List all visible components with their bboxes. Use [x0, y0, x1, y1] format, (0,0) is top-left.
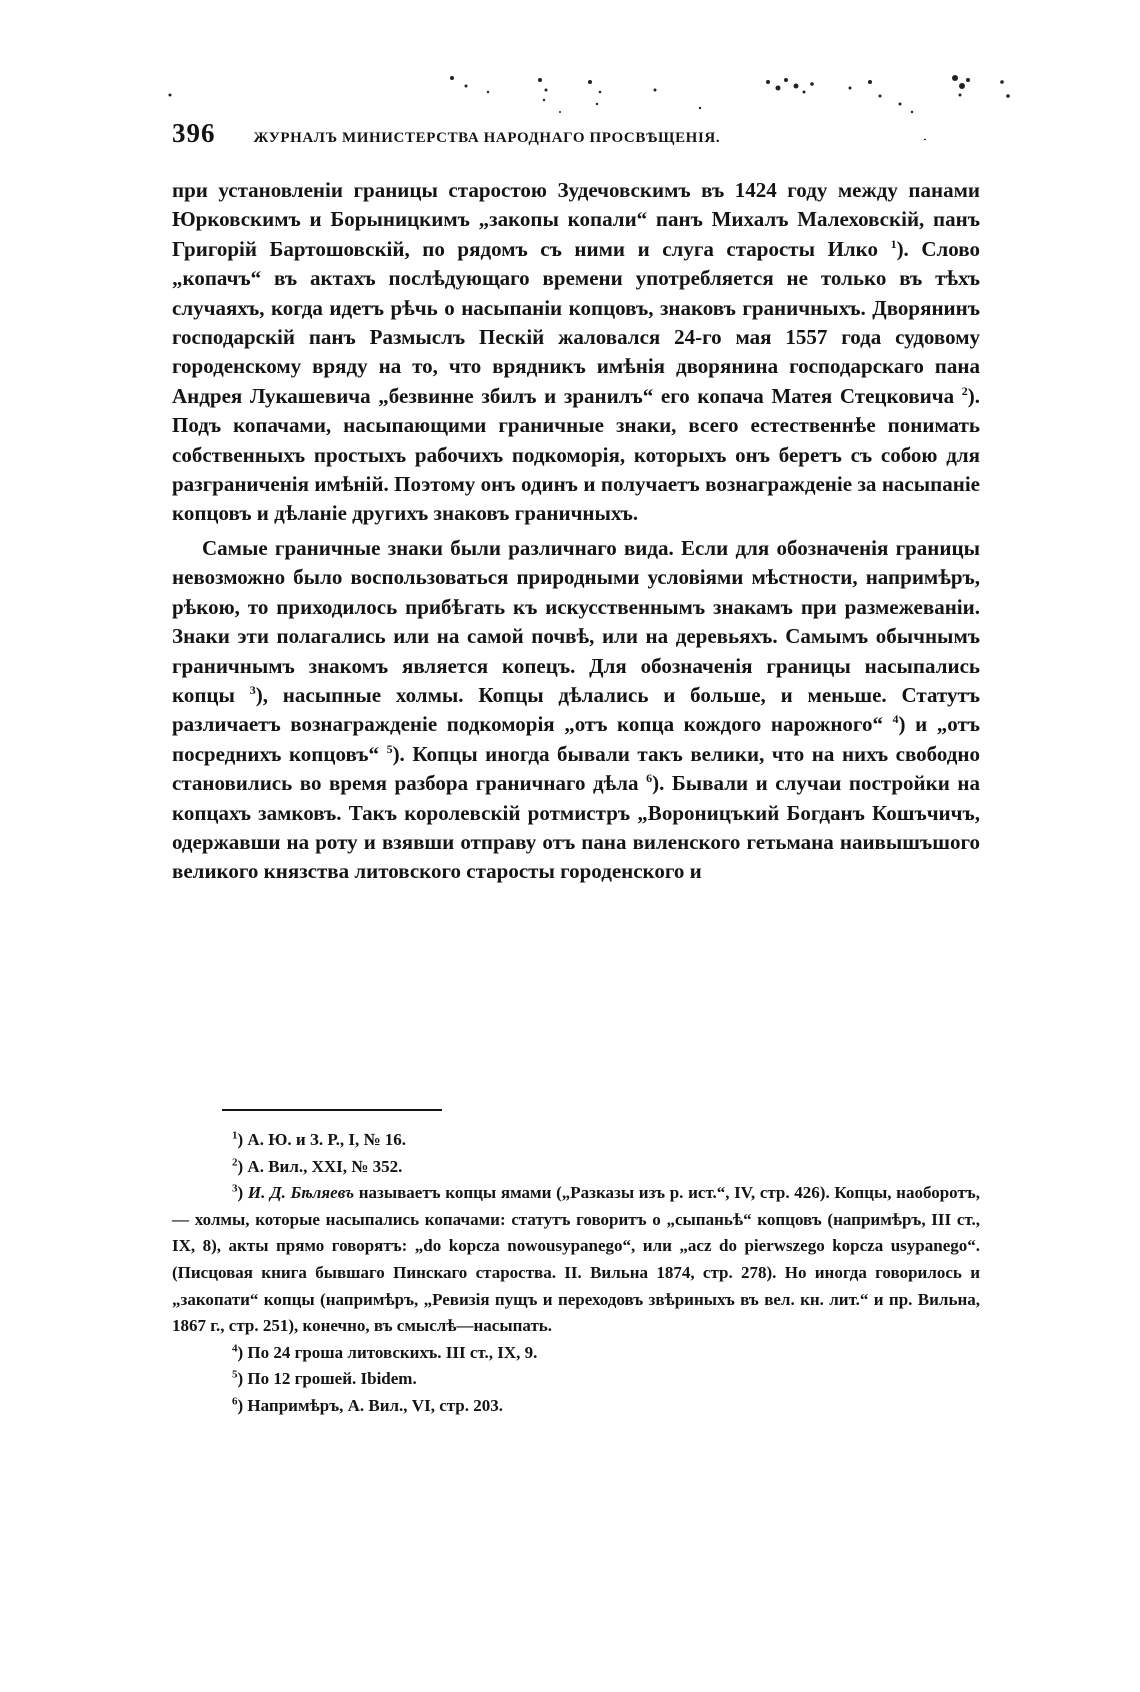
- footnote-marker: 5: [232, 1368, 238, 1381]
- footnote: $^4$) По 24 гроша литовскихъ. III ст., IX, 9.: [232, 1342, 538, 1362]
- footnotes: [172, 1127, 980, 1420]
- footnote-marker: 3: [232, 1182, 238, 1195]
- footnote-divider: [222, 1109, 442, 1111]
- main-text: [172, 176, 980, 887]
- running-title: ЖУРНАЛЪ МИНИСТЕРСТВА НАРОДНАГО ПРОСВѢЩЕНІЯ.: [253, 130, 721, 146]
- paragraph: Самые граничные знаки были различнаго вида. Если для обозначенія границы невозможно было воспользоваться природными условіями мѣстности, напримѣръ, рѣкою, то приходилось прибѣгать къ искусственнымъ знакамъ при размежеваніи. Знаки эти полагались или на самой почвѣ, или на деревьяхъ. Самымъ обычнымъ граничнымъ знакомъ является копецъ. Для обозначенія границы насыпались копцы $^3$), насыпные холмы. Копцы дѣлались и больше, и меньше. Статутъ различаетъ вознагражденіе подкоморія „отъ копца кождого нарожного“ $^4$) и „отъ посреднихъ копцовъ“ $^5$). Копцы иногда бывали такъ велики, что на нихъ свободно становились во время разбора граничнаго дѣла $^6$). Бывали и случаи постройки на копцахъ замковъ. Такъ королевскій ротмистръ „Вороницъкий Богданъ Кошъчичъ, одержавши на роту и взявши отправу отъ пана виленского гетьмана наивышъшого великого князства литовского старосты городенского и: [172, 535, 981, 884]
- footnote-marker: 1: [232, 1129, 238, 1142]
- footnote-ref[interactable]: 6: [646, 771, 653, 786]
- footnote: $^6$) Напримѣръ, А. Вил., VI, стр. 203.: [232, 1395, 504, 1415]
- footnote-ref[interactable]: 2: [961, 383, 968, 398]
- footnote-marker: 6: [232, 1395, 238, 1408]
- footnote-marker: 4: [232, 1342, 238, 1355]
- footnote: $^3$) И. Д. Бѣляевъ называетъ копцы ямами („Разказы изъ р. ист.“, IV, стр. 426). Копцы, наоборотъ, — холмы, которые насыпались копачами: статутъ говоритъ о „сыпаньѣ“ копцовъ (напримѣръ, III ст., IX, 8), акты прямо говорятъ: „do kopcza nowousypanego“, или „acz do pierwszego kopcza usypanego“. (Писцовая книга бывшаго Пинскаго староства. II. Вильна 1874, стр. 278). Но иногда говорилось и „закопати“ копцы (напримѣръ, „Ревизія пущъ и переходовъ звѣриныхъ въ вел. кн. лит.“ и пр. Вильна, 1867 г., стр. 251), конечно, въ смыслѣ—насыпать.: [172, 1182, 980, 1336]
- footnote-ref[interactable]: 3: [249, 682, 256, 697]
- page-number: 396: [172, 118, 216, 148]
- footnote: $^1$) А. Ю. и З. Р., I, № 16.: [232, 1129, 407, 1149]
- footnote: $^2$) А. Вил., XXI, № 352.: [232, 1155, 403, 1176]
- footnote-ref[interactable]: 1: [890, 236, 897, 251]
- page-header: [172, 118, 992, 149]
- footnote: $^5$) По 12 грошей. Ibidem.: [232, 1368, 417, 1389]
- footnote-ref[interactable]: 4: [892, 712, 899, 727]
- footnote-marker: 2: [232, 1155, 238, 1168]
- footnote-author: И. Д. Бѣляевъ: [247, 1183, 355, 1203]
- paragraph: при установленіи границы старостою Зудечовскимъ въ 1424 году между панами Юрковскимъ и Борыницкимъ „закопы копали“ панъ Михалъ Малеховскій, панъ Григорій Бартошовскій, по рядомъ съ ними и слуга старосты Илко $^1$). Слово „копачъ“ въ актахъ послѣдующаго времени употребляется не только въ тѣхъ случаяхъ, когда идетъ рѣчь о насыпаніи копцовъ, знаковъ граничныхъ. Дворянинъ господарскій панъ Размыслъ Пескій жаловался 24-го мая 1557 года судовому городенскому вряду на то, что врядникъ имѣнія дворянина господарскаго пана Андрея Лукашевича „безвинне збилъ и зранилъ“ его копача Матея Стецковича $^2$). Подъ копачами, насыпающими граничные знаки, всего естественнѣе понимать собственныхъ простыхъ рабочихъ подкоморія, которыхъ онъ беретъ съ собою для разграниченія имѣній. Поэтому онъ одинъ и получаетъ вознагражденіе за насыпаніе копцовъ и дѣланіе другихъ знаковъ граничныхъ.: [172, 178, 980, 526]
- footnote-ref[interactable]: 5: [386, 741, 393, 756]
